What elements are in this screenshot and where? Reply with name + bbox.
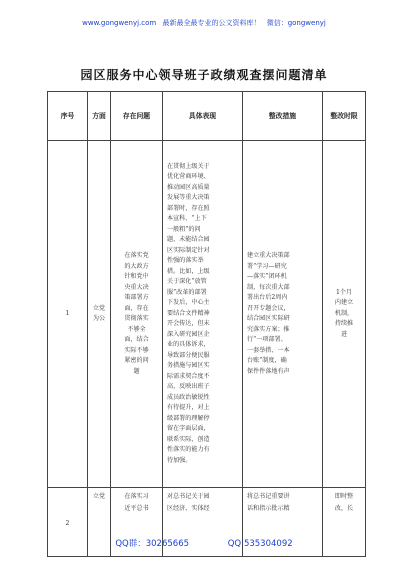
table-row xyxy=(48,141,366,488)
header-deadline: 整改时限 xyxy=(323,92,366,141)
header-problem: 存在问题 xyxy=(111,92,163,141)
row-measure xyxy=(243,141,323,488)
row-no-text: 2 xyxy=(65,519,70,527)
row-no xyxy=(48,141,88,488)
row-deadline xyxy=(323,141,366,488)
qq-group: QQ群：30265665 xyxy=(115,539,190,549)
row-problem-text: 在落实习 近平总书 xyxy=(124,493,149,512)
header-slogan: 最新最全最专业的公文资料库！ xyxy=(162,19,261,27)
header-detail: 具体表现 xyxy=(163,92,243,141)
row-deadline-text: 即时整 改，长 xyxy=(334,493,354,512)
row-aspect-text: 立党 xyxy=(92,493,106,500)
header-aspect: 方面 xyxy=(88,92,111,141)
row-aspect xyxy=(88,141,111,488)
row-detail-text: 对总书记关于园 区经济、实体经 xyxy=(167,493,210,512)
row-measure-text: 将总书记重要讲 话和指示批示精 xyxy=(247,493,290,512)
page-footer xyxy=(0,537,408,549)
header-wechat: 微信：gongwenyj xyxy=(266,19,326,27)
qq-contact: QQ:535304092 xyxy=(227,539,293,549)
row-deadline-text: 1个月 内建立 机制， 持续推 进 xyxy=(334,288,354,338)
header-no: 序号 xyxy=(48,92,88,141)
problem-list-table xyxy=(47,91,366,557)
site-link[interactable]: www.gongwenyj.com xyxy=(82,19,157,27)
row-problem-text: 在落实党 的大政方 针和党中 央重大决 策部署方 面，存在 贯彻落实 不够全 面，结合 实际不够 紧密的问 题 xyxy=(124,252,149,375)
row-detail xyxy=(163,141,243,488)
row-detail-text: 在贯彻上级关于 优化营商环境、 推动园区高质量 发展等重大决策 部署时，存在照 本宣科、“上下 一般粗”的问 题，未能结合园 区实际制定针对 性强的落实举 措。比如，上级 关于深化“放管 服”改革的部署 下发后，中心主 要结合文件精神 开会传达，但未 深入研究园区企 业的具体诉求， 导致部分便民服 务措施与园区实 际需求契合度不 高，反映出班子 成员政治敏锐性 有待提升，对上 级部署的理解停 留在字面层面， 联系实际、创造 性落实的能力有 待加强。 xyxy=(167,162,210,464)
row-measure-text: 建立重大决策部 署“学习—研究 —落实”闭环机 制，每次重大部 署出台后2周内 召开专题会议， 结合园区实际研 究落实方案；推 行“一项部署、 一套举措、一本 台账”制度，确 保件件落地有声 xyxy=(247,252,290,375)
row-aspect-text: 立党为公 xyxy=(92,304,106,322)
row-no-text: 1 xyxy=(65,309,70,317)
table-header-row xyxy=(48,92,366,141)
page-header xyxy=(0,18,408,28)
document-title: 园区服务中心领导班子政绩观查摆问题清单 xyxy=(80,68,328,82)
row-problem xyxy=(111,141,163,488)
header-measure: 整改措施 xyxy=(243,92,323,141)
